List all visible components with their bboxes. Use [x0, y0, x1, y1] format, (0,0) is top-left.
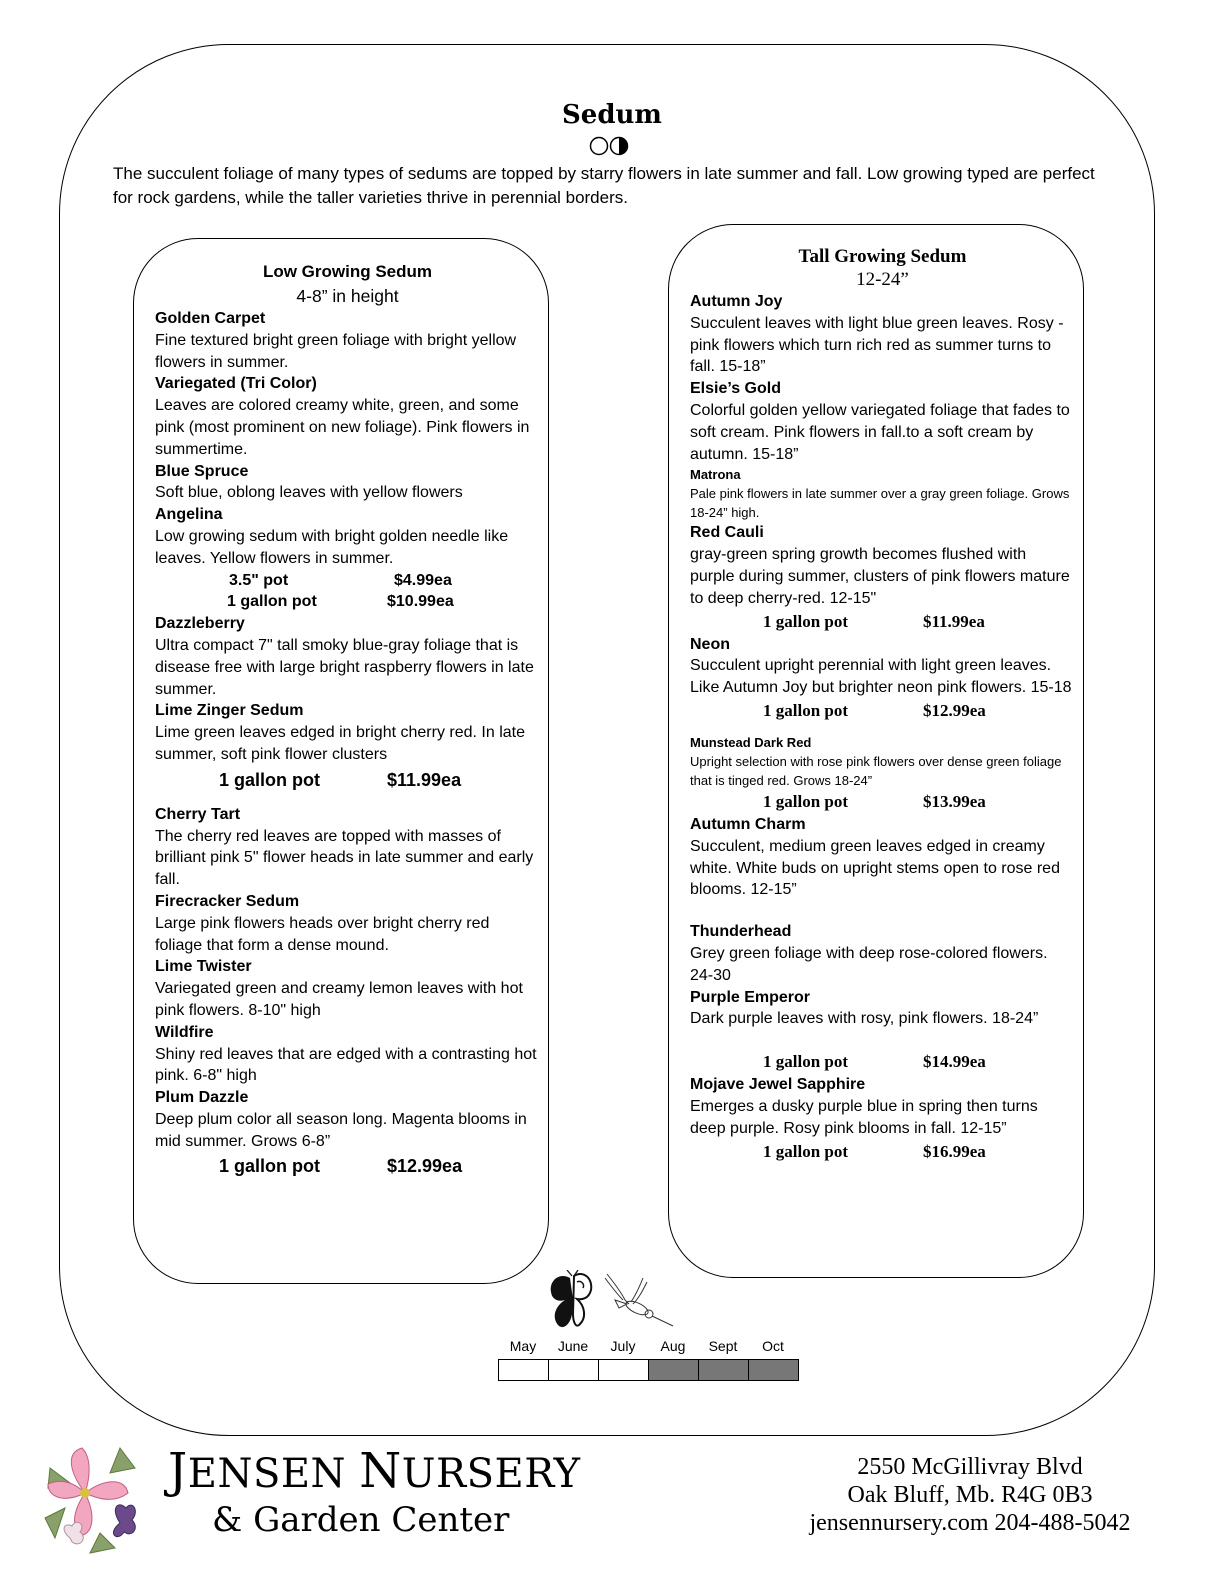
- price-row: [155, 1152, 540, 1180]
- address-block: [790, 1453, 1150, 1537]
- pot-size: 1 gallon pot: [219, 1156, 320, 1177]
- plant-name: Wildfire: [155, 1023, 214, 1041]
- price: $11.99ea: [387, 769, 462, 790]
- section-height: 12-24”: [856, 269, 909, 290]
- bloom-calendar-bar: [498, 1359, 799, 1381]
- plant-name: Firecracker Sedum: [155, 892, 300, 910]
- brand-text: ENSEN: [187, 1451, 360, 1497]
- plant-description: Succulent leaves with light blue green leaves. Rosy - pink flowers which turn rich red as summer turns to fall. 15-18”: [690, 314, 1064, 376]
- section-height: 4-8” in height: [296, 286, 399, 306]
- plant-name: Munstead Dark Red: [690, 734, 812, 750]
- price: $13.99ea: [923, 791, 986, 811]
- month-label: Oct: [762, 1338, 784, 1354]
- price-row: [690, 1140, 1075, 1164]
- plant-name: Blue Spruce: [155, 462, 249, 480]
- plant-description: Succulent upright perennial with light green leaves. Like Autumn Joy but brighter neon pink flowers. 15-18: [690, 657, 1072, 697]
- month-label: May: [509, 1338, 537, 1354]
- plant-description: The cherry red leaves are topped with masses of brilliant pink 5" flower heads in late summer and early fall.: [155, 827, 534, 889]
- plant-description: Upright selection with rose pink flowers over dense green foliage that is tinged red. Grows 18-24”: [690, 753, 1062, 788]
- pot-size: 1 gallon pot: [227, 593, 317, 611]
- bloom-cell: [599, 1360, 649, 1380]
- plant-description: Colorful golden yellow variegated foliage that fades to soft cream. Pink flowers in fall.to a soft cream by autumn. 15-18”: [690, 401, 1070, 463]
- bloom-cell: [699, 1360, 749, 1380]
- plant-description: Emerges a dusky purple blue in spring then turns deep purple. Rosy pink blooms in fall. 12-15”: [690, 1097, 1038, 1137]
- plant-name: Mojave Jewel Sapphire: [690, 1076, 866, 1094]
- bloom-cell: [749, 1360, 798, 1380]
- plant-name: Neon: [690, 635, 730, 653]
- plant-name: Elsie’s Gold: [690, 380, 781, 398]
- pot-size: 1 gallon pot: [763, 700, 849, 720]
- price: $16.99ea: [923, 1141, 986, 1161]
- address-line: Oak Bluff, Mb. R4G 0B3: [847, 1482, 1093, 1508]
- plant-description: Shiny red leaves that are edged with a contrasting hot pink. 6-8" high: [155, 1045, 537, 1085]
- plant-name: Matrona: [690, 467, 741, 483]
- price-row: [690, 699, 1075, 723]
- brand-initial: J: [168, 1443, 188, 1499]
- plant-name: Dazzleberry: [155, 615, 245, 633]
- plant-description: Succulent, medium green leaves edged in creamy white. White buds on upright stems open to rose red blooms. 12-15”: [690, 837, 1060, 899]
- plant-description: Large pink flowers heads over bright cherry red foliage that form a dense mound.: [155, 914, 490, 954]
- brand-text: URSERY: [401, 1451, 581, 1497]
- pot-size: 1 gallon pot: [763, 611, 849, 631]
- month-label: Aug: [660, 1338, 686, 1354]
- plant-name: Autumn Joy: [690, 293, 783, 310]
- price-row: [155, 570, 540, 592]
- pot-size: 3.5" pot: [229, 571, 289, 589]
- plant-name: Lime Zinger Sedum: [155, 702, 304, 720]
- plant-name: Angelina: [155, 506, 223, 524]
- pot-size: 1 gallon pot: [763, 791, 849, 811]
- brand-initial: N: [359, 1443, 402, 1499]
- butterfly-hummingbird-icons: [545, 1270, 680, 1335]
- month-label: June: [557, 1338, 589, 1354]
- plant-description: Leaves are colored creamy white, green, and some pink (most prominent on new foliage). Pink flowers in summertime.: [155, 397, 530, 458]
- pot-size: 1 gallon pot: [219, 769, 320, 790]
- price-row: [155, 591, 540, 613]
- plant-description: Ultra compact 7" tall smoky blue-gray foliage that is disease free with large bright raspberry flowers in late summer.: [155, 636, 534, 698]
- bloom-cell: [649, 1360, 699, 1380]
- bloom-cell: [499, 1360, 549, 1380]
- plant-description: Lime green leaves edged in bright cherry red. In late summer, soft pink flower clusters: [155, 724, 525, 763]
- price-row: [155, 766, 540, 794]
- full-sun-part-sun-icon: [589, 136, 631, 156]
- price: $12.99ea: [387, 1156, 463, 1177]
- address-line: 2550 McGillivray Blvd: [857, 1454, 1083, 1480]
- brand-subtitle: & Garden Center: [212, 1500, 510, 1540]
- plant-description: Dark purple leaves with rosy, pink flowers. 18-24”: [690, 1010, 1039, 1028]
- plant-description: Low growing sedum with bright golden needle like leaves. Yellow flowers in summer.: [155, 527, 509, 567]
- hummingbird-icon: [605, 1274, 673, 1326]
- plant-name: Plum Dazzle: [155, 1089, 249, 1107]
- bloom-months: [498, 1338, 798, 1354]
- price: $10.99ea: [387, 593, 454, 611]
- plant-description: gray-green spring growth becomes flushed with purple during summer, clusters of pink flowers mature to deep cherry-red. 12-15": [690, 546, 1070, 607]
- tall-growing-list: [690, 245, 1075, 1164]
- plant-name: Variegated (Tri Color): [155, 375, 317, 393]
- plant-name: Red Cauli: [690, 524, 764, 542]
- butterfly-icon: [551, 1270, 591, 1327]
- plant-description: Pale pink flowers in late summer over a gray green foliage. Grows 18-24” high.: [690, 486, 1070, 521]
- price: $11.99ea: [923, 611, 985, 631]
- intro-text: The succulent foliage of many types of sedums are topped by starry flowers in late summer and fall. Low growing typed are perfect for rock gardens, while the taller varieties thrive in perennial borders.: [113, 164, 1095, 207]
- brand-name: [168, 1443, 581, 1499]
- price-row: [690, 790, 1075, 814]
- price: $12.99ea: [923, 700, 986, 720]
- plant-description: Soft blue, oblong leaves with yellow flowers: [155, 484, 463, 502]
- low-growing-list: [155, 260, 540, 1180]
- flower-logo-icon: [40, 1438, 142, 1558]
- plant-name: Autumn Charm: [690, 815, 806, 833]
- plant-description: Fine textured bright green foliage with bright yellow flowers in summer.: [155, 331, 517, 371]
- pot-size: 1 gallon pot: [763, 1141, 849, 1161]
- section-heading: Low Growing Sedum: [262, 262, 433, 281]
- plant-name: Golden Carpet: [155, 310, 266, 327]
- price: $14.99ea: [923, 1052, 986, 1072]
- plant-name: Purple Emperor: [690, 988, 811, 1006]
- price-row: [690, 610, 1075, 634]
- bloom-cell: [549, 1360, 599, 1380]
- plant-description: Variegated green and creamy lemon leaves with hot pink flowers. 8-10" high: [155, 980, 523, 1019]
- plant-name: Cherry Tart: [155, 805, 241, 823]
- pot-size: 1 gallon pot: [763, 1052, 849, 1072]
- section-heading: Tall Growing Sedum: [798, 246, 967, 267]
- plant-description: Grey green foliage with deep rose-colored flowers. 24-30: [690, 944, 1048, 984]
- page-title: Sedum: [562, 100, 662, 130]
- plant-name: Lime Twister: [155, 958, 252, 976]
- month-label: Sept: [708, 1338, 738, 1354]
- month-label: July: [610, 1338, 636, 1354]
- plant-name: Thunderhead: [690, 923, 792, 941]
- plant-description: Deep plum color all season long. Magenta blooms in mid summer. Grows 6-8”: [155, 1110, 527, 1150]
- price: $4.99ea: [394, 571, 452, 589]
- price-row: [690, 1050, 1075, 1074]
- website-phone: jensennursery.com 204-488-5042: [809, 1510, 1131, 1536]
